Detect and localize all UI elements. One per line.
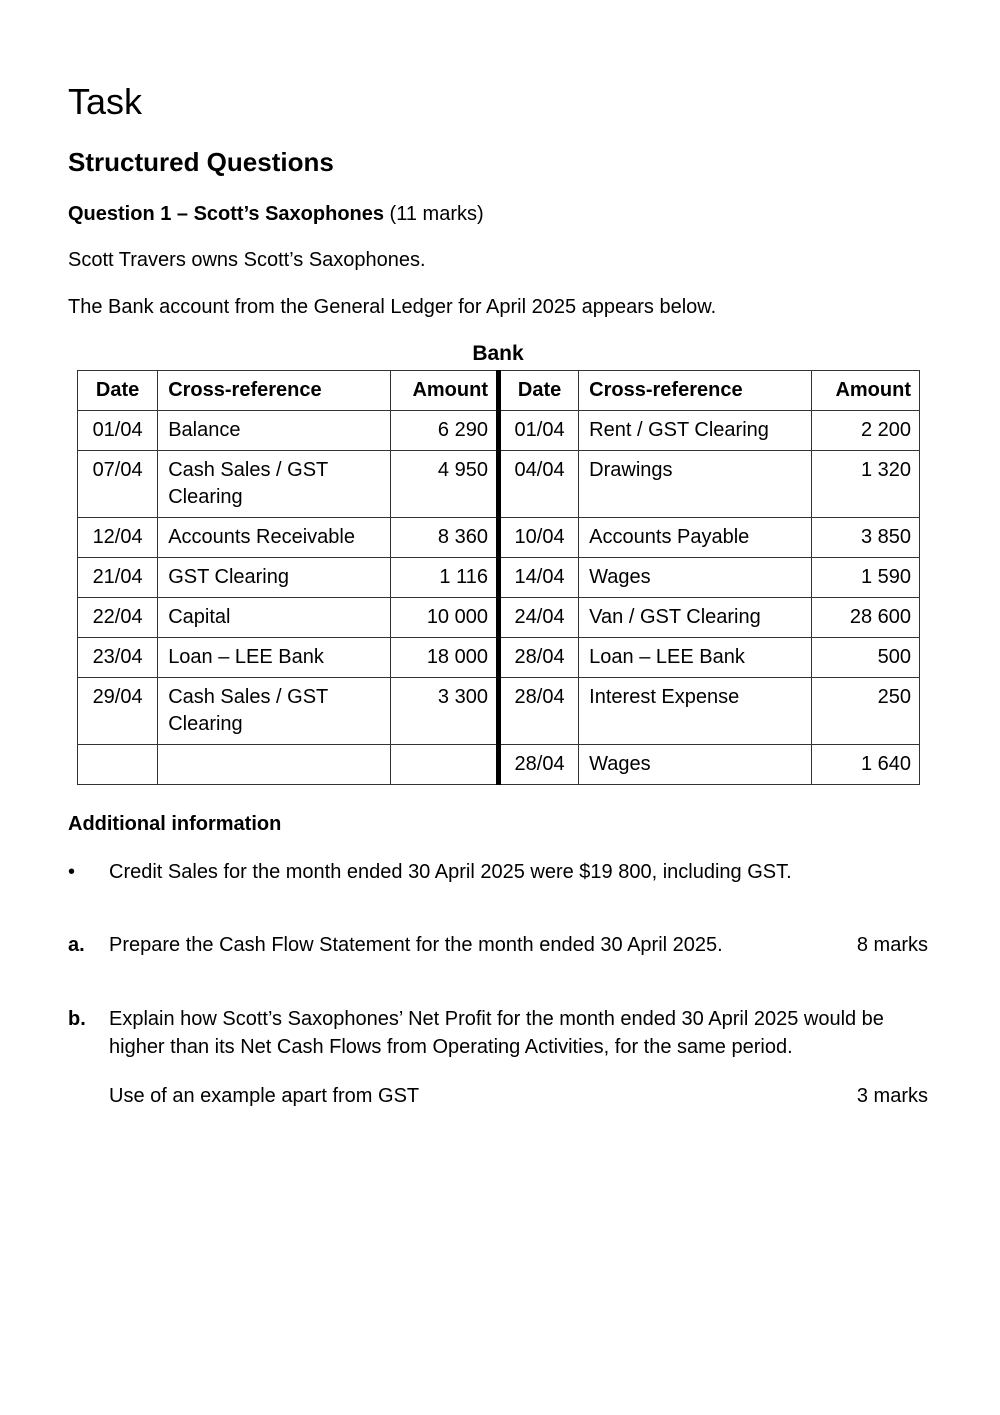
debit-xref: Capital	[158, 598, 391, 638]
debit-amount: 18 000	[390, 638, 498, 678]
debit-amount	[390, 745, 498, 785]
debit-date: 29/04	[78, 678, 158, 745]
credit-xref: Wages	[579, 745, 812, 785]
bullet-icon: •	[68, 861, 76, 883]
debit-amount: 4 950	[390, 451, 498, 518]
credit-amount: 1 590	[811, 558, 919, 598]
question-title-marks: (11 marks)	[384, 203, 484, 225]
credit-date: 28/04	[498, 678, 578, 745]
debit-date: 22/04	[78, 598, 158, 638]
credit-date: 10/04	[498, 518, 578, 558]
question-a-text: Prepare the Cash Flow Statement for the month ended 30 April 2025.	[109, 934, 723, 956]
credit-amount: 3 850	[811, 518, 919, 558]
ledger-title: Bank	[472, 342, 524, 365]
credit-amount: 2 200	[811, 411, 919, 451]
table-row	[78, 638, 920, 678]
credit-xref: Van / GST Clearing	[579, 598, 812, 638]
credit-amount: 1 640	[811, 745, 919, 785]
debit-date: 23/04	[78, 638, 158, 678]
credit-date: 28/04	[498, 745, 578, 785]
additional-info-heading: Additional information	[68, 813, 282, 835]
debit-amount: 10 000	[390, 598, 498, 638]
question-b-marks: 3 marks	[856, 1085, 928, 1107]
question-b-text: Explain how Scott’s Saxophones’ Net Profit for the month ended 30 April 2025 would be higher than its Net Cash Flows from Operating Activities, for the same period.	[109, 1008, 884, 1058]
table-row	[78, 558, 920, 598]
debit-amount: 8 360	[390, 518, 498, 558]
ledger-intro-text: The Bank account from the General Ledger for April 2025 appears below.	[68, 296, 717, 318]
question-a-marks: 8 marks	[856, 934, 928, 956]
credit-xref: Rent / GST Clearing	[579, 411, 812, 451]
section-heading: Structured Questions	[68, 147, 334, 177]
credit-amount: 1 320	[811, 451, 919, 518]
debit-xref: Cash Sales / GST Clearing	[158, 678, 391, 745]
credit-date: 04/04	[498, 451, 578, 518]
credit-xref: Drawings	[579, 451, 812, 518]
credit-date: 24/04	[498, 598, 578, 638]
table-row	[78, 678, 920, 745]
credit-date: 01/04	[498, 411, 578, 451]
table-row	[78, 598, 920, 638]
question-a-label: a.	[68, 934, 85, 956]
debit-xref: GST Clearing	[158, 558, 391, 598]
bank-ledger-table	[77, 370, 920, 785]
question-b-subtext: Use of an example apart from GST	[109, 1085, 420, 1107]
page-heading: Task	[68, 81, 143, 122]
intro-text: Scott Travers owns Scott’s Saxophones.	[68, 249, 426, 271]
debit-xref: Accounts Receivable	[158, 518, 391, 558]
credit-date: 28/04	[498, 638, 578, 678]
debit-date	[78, 745, 158, 785]
debit-date: 01/04	[78, 411, 158, 451]
credit-xref: Loan – LEE Bank	[579, 638, 812, 678]
table-row	[78, 745, 920, 785]
debit-date: 21/04	[78, 558, 158, 598]
debit-date: 07/04	[78, 451, 158, 518]
header-credit-date: Date	[498, 371, 578, 411]
debit-amount: 3 300	[390, 678, 498, 745]
header-debit-amount: Amount	[390, 371, 498, 411]
header-credit-amount: Amount	[811, 371, 919, 411]
header-debit-date: Date	[78, 371, 158, 411]
credit-xref: Interest Expense	[579, 678, 812, 745]
ledger-header-row	[78, 371, 920, 411]
credit-amount: 250	[811, 678, 919, 745]
debit-amount: 6 290	[390, 411, 498, 451]
debit-xref: Cash Sales / GST Clearing	[158, 451, 391, 518]
table-row	[78, 451, 920, 518]
credit-amount: 500	[811, 638, 919, 678]
header-debit-xref: Cross-reference	[158, 371, 391, 411]
debit-xref: Loan – LEE Bank	[158, 638, 391, 678]
question-b-label: b.	[68, 1008, 86, 1030]
additional-info-item: Credit Sales for the month ended 30 April 2025 were $19 800, including GST.	[109, 861, 792, 883]
table-row	[78, 518, 920, 558]
debit-xref: Balance	[158, 411, 391, 451]
debit-amount: 1 116	[390, 558, 498, 598]
debit-date: 12/04	[78, 518, 158, 558]
question-title	[68, 200, 484, 228]
credit-xref: Wages	[579, 558, 812, 598]
question-title-name: Question 1 – Scott’s Saxophones	[68, 203, 384, 225]
debit-xref	[158, 745, 391, 785]
credit-date: 14/04	[498, 558, 578, 598]
credit-amount: 28 600	[811, 598, 919, 638]
credit-xref: Accounts Payable	[579, 518, 812, 558]
header-credit-xref: Cross-reference	[579, 371, 812, 411]
table-row	[78, 411, 920, 451]
